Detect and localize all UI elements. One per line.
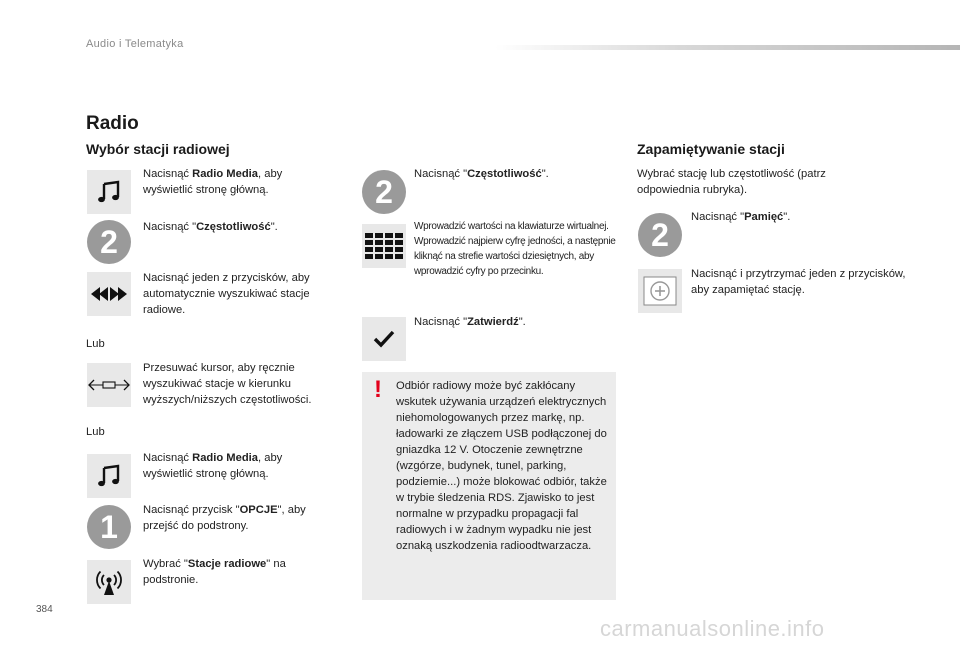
- step-number-circle: 2: [87, 220, 131, 264]
- chapter-header: Audio i Telematyka: [86, 38, 184, 50]
- step-text: Nacisnąć "Pamięć".: [691, 211, 791, 223]
- step-text: Przesuwać kursor, aby ręcznie wyszukiwać stacje w kierunku wyższych/niższych częstotliwości.: [143, 362, 312, 406]
- section-title-station-selection: Wybór stacji radiowej: [86, 141, 230, 157]
- slider-cursor-icon: [87, 363, 131, 407]
- step-text: Nacisnąć "Zatwierdź".: [414, 316, 526, 328]
- radio-antenna-icon: [87, 560, 131, 604]
- step-number-circle: 1: [87, 505, 131, 549]
- warning-text: Odbiór radiowy może być zakłócany wskutek używania urządzeń elektrycznych niehomologowanych przez markę, np. ładowarki ze złączem USB podłączonej do gniazdka 12 V. Otoczenie zewnętrzne (wzgórze, budynek, tunel, parking, podziemie...) może blokować odbiór, także w trybie śledzenia RDS. Zjawisko to jest normalne w przypadku propagacji fal radiowych i w żadnym wypadku nie jest oznaką uszkodzenia radioodtwarzacza.: [396, 380, 607, 552]
- music-note-icon: [87, 454, 131, 498]
- step-number-circle: 2: [638, 213, 682, 257]
- page-number: 384: [36, 604, 53, 615]
- watermark: carmanualsonline.info: [600, 616, 825, 641]
- step-text: Wybrać "Stacje radiowe" na podstronie.: [143, 558, 286, 586]
- or-label: Lub: [86, 338, 105, 350]
- step-text: Nacisnąć "Częstotliwość".: [143, 221, 278, 233]
- step-text: Nacisnąć jeden z przycisków, aby automatycznie wyszukiwać stacje radiowe.: [143, 272, 310, 316]
- step-text: Nacisnąć Radio Media, aby wyświetlić stronę główną.: [143, 452, 283, 480]
- music-note-icon: [87, 170, 131, 214]
- step-text: Wprowadzić wartości na klawiaturze wirtualnej. Wprowadzić najpierw cyfrę jedności, a następnie kliknąć na strefie wartości dziesiętnych, aby wprowadzić cyfry po przecinku.: [414, 221, 616, 277]
- checkmark-icon: [362, 317, 406, 361]
- or-label: Lub: [86, 426, 105, 438]
- warning-icon: !: [374, 376, 382, 403]
- step-text: Nacisnąć i przytrzymać jeden z przycisków, aby zapamiętać stację.: [691, 268, 906, 296]
- step-text: Nacisnąć przycisk "OPCJE", aby przejść do podstrony.: [143, 504, 306, 532]
- section-title-store-station: Zapamiętywanie stacji: [637, 141, 785, 157]
- page-title: Radio: [86, 113, 139, 134]
- step-text: Nacisnąć "Częstotliwość".: [414, 168, 549, 180]
- header-bar: [495, 45, 960, 50]
- step-text: Nacisnąć Radio Media, aby wyświetlić stronę główną.: [143, 168, 283, 196]
- seek-arrows-icon: [87, 272, 131, 316]
- intro-text: Wybrać stację lub częstotliwość (patrz odpowiednia rubryka).: [637, 168, 826, 196]
- keypad-icon: [362, 224, 406, 268]
- step-number-circle: 2: [362, 170, 406, 214]
- add-preset-icon: [638, 269, 682, 313]
